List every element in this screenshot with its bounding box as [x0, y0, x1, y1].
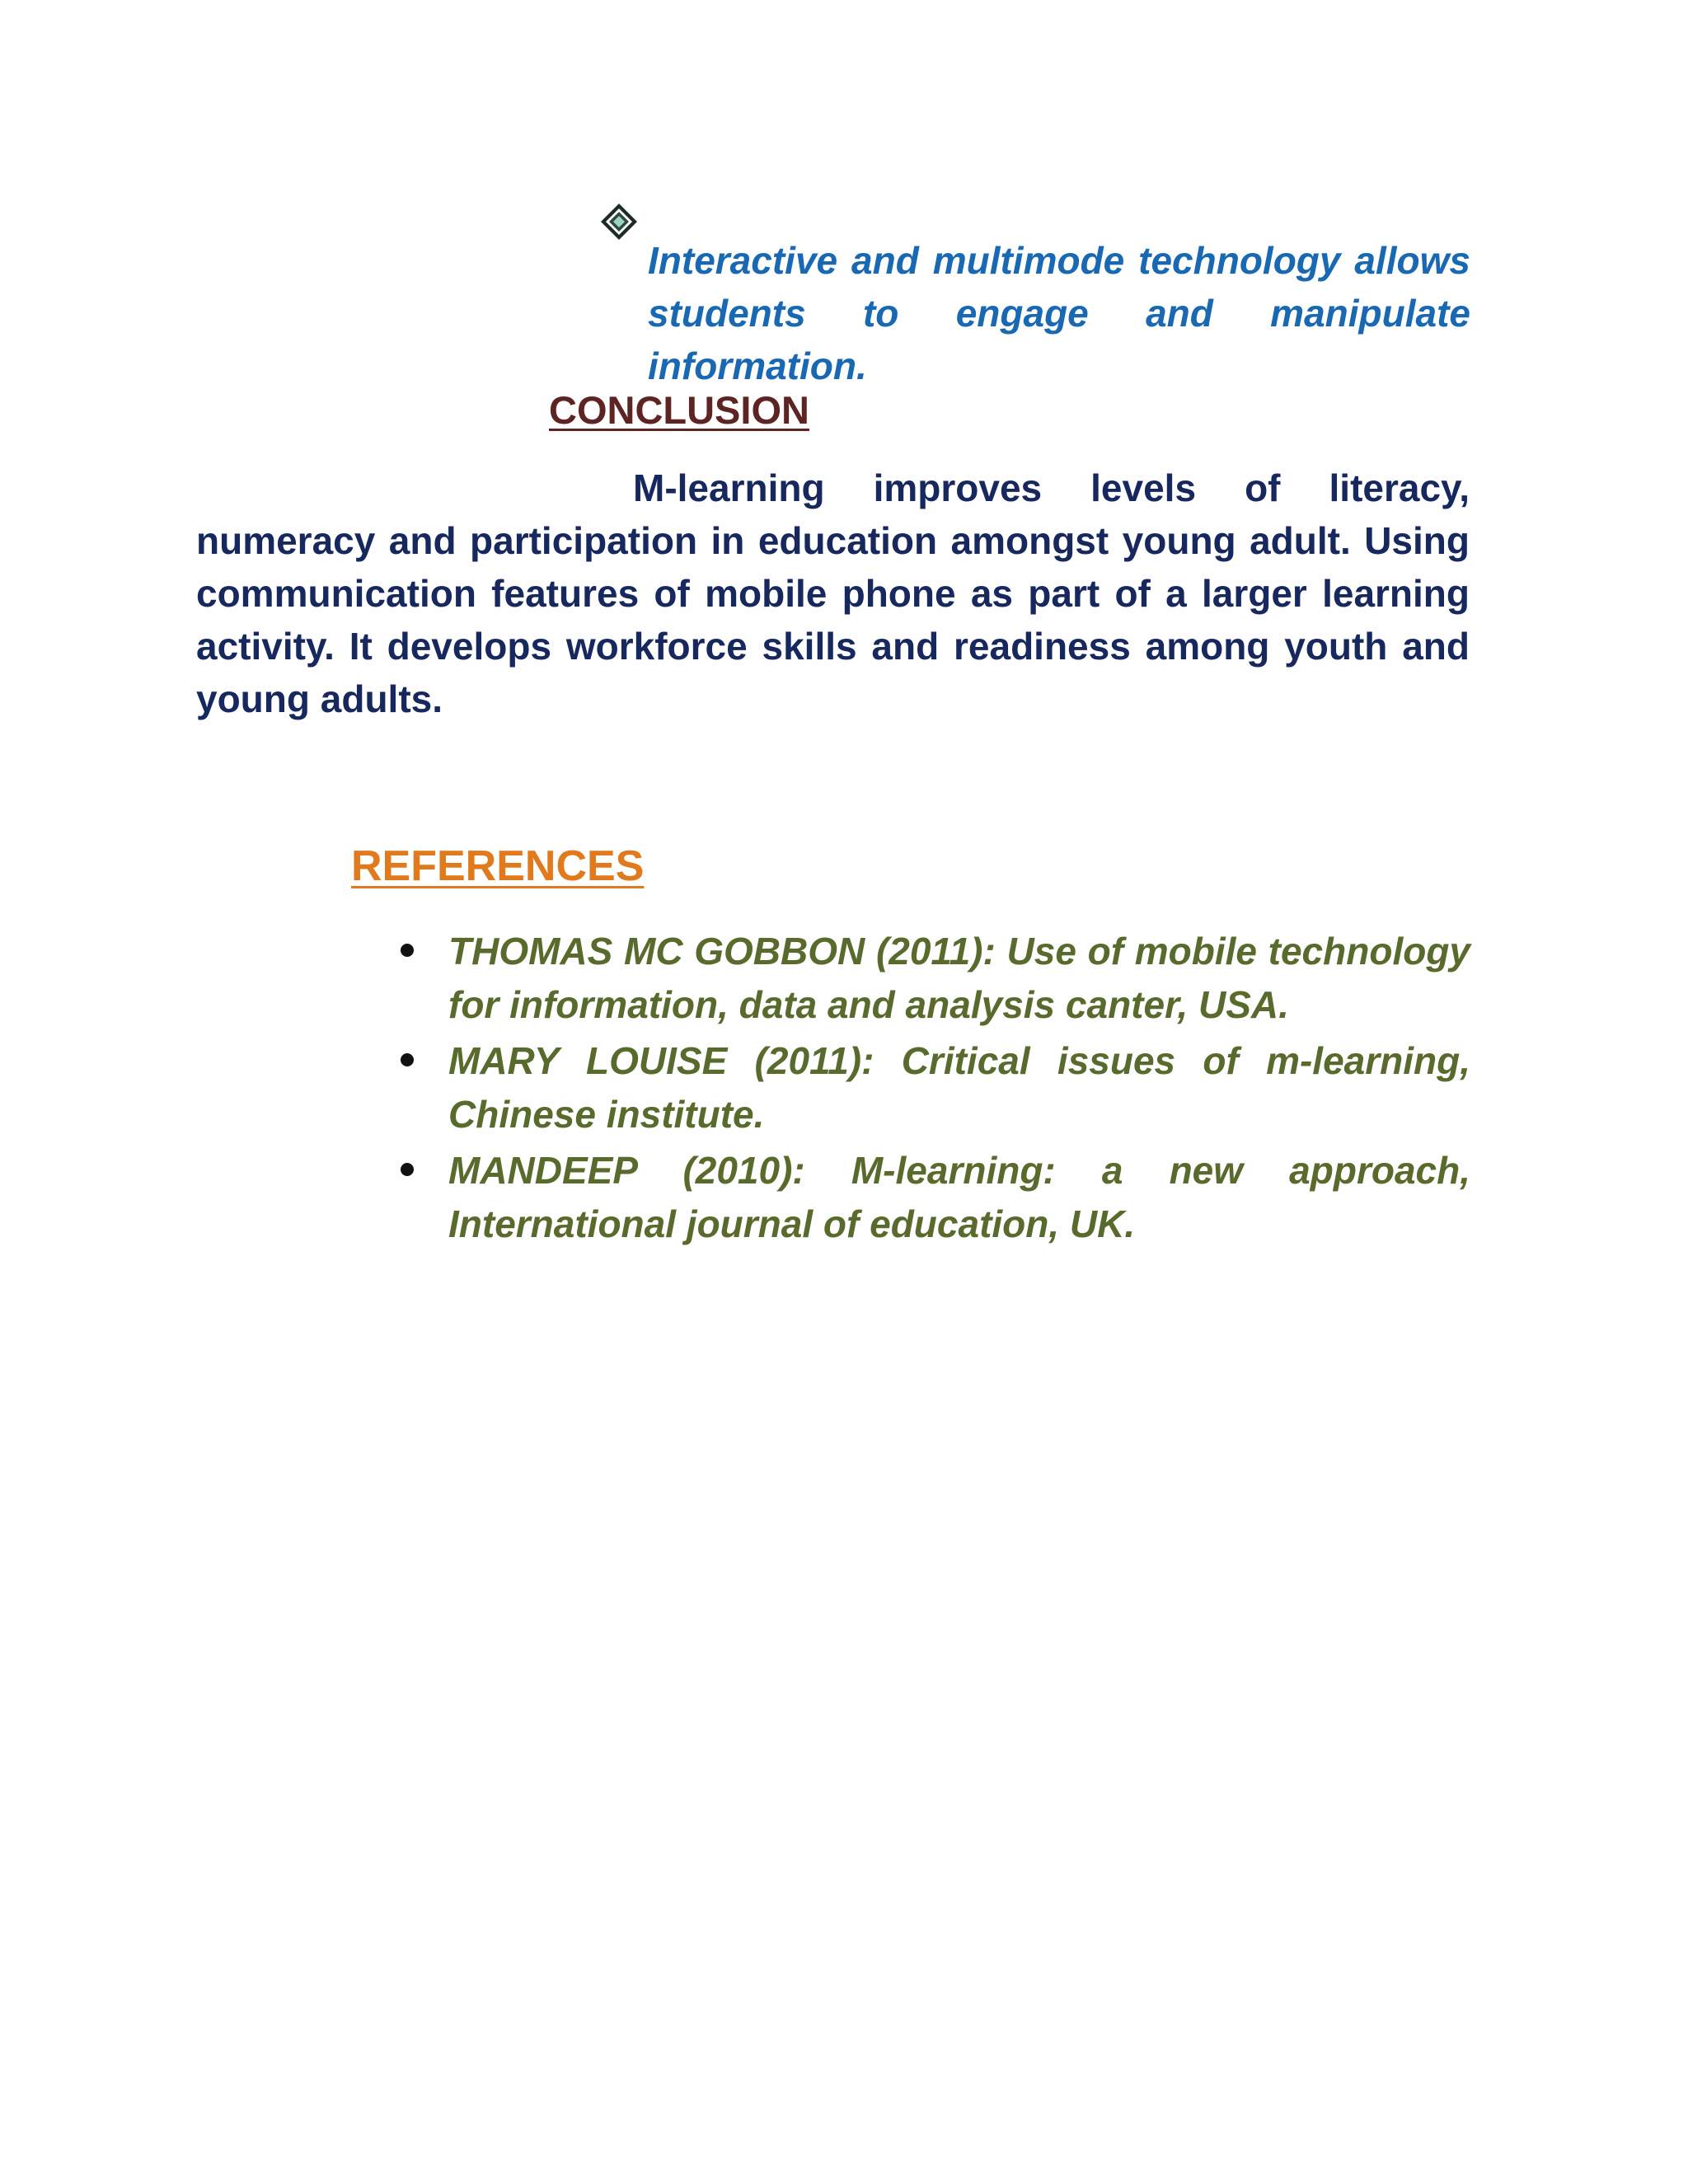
- diamond-bullet-icon: [600, 203, 638, 241]
- bullet-dot-icon: [401, 1163, 414, 1176]
- conclusion-heading: CONCLUSION: [549, 388, 809, 432]
- reference-text: THOMAS MC GOBBON (2011): Use of mobile technology for information, data and analysis canter, USA.: [448, 930, 1470, 1026]
- feature-text: Interactive and multimode technology allows students to engage and manipulate information.: [648, 239, 1470, 387]
- reference-item: [401, 1034, 1470, 1141]
- references-list: [401, 925, 1470, 1254]
- conclusion-paragraph: M-learning improves levels of literacy, numeracy and participation in education amongst young adult. Using communication features of mobile phone as part of a larger learning activity. It develops workforce skills and readiness among youth and young adults.: [196, 466, 1470, 720]
- references-heading: REFERENCES: [351, 842, 645, 890]
- reference-item: [401, 925, 1470, 1032]
- bullet-dot-icon: [401, 944, 414, 957]
- reference-text: MARY LOUISE (2011): Critical issues of m-learning, Chinese institute.: [448, 1039, 1470, 1136]
- bullet-dot-icon: [401, 1053, 414, 1066]
- reference-text: MANDEEP (2010): M-learning: a new approach, International journal of education, UK.: [448, 1149, 1470, 1245]
- reference-item: [401, 1144, 1470, 1251]
